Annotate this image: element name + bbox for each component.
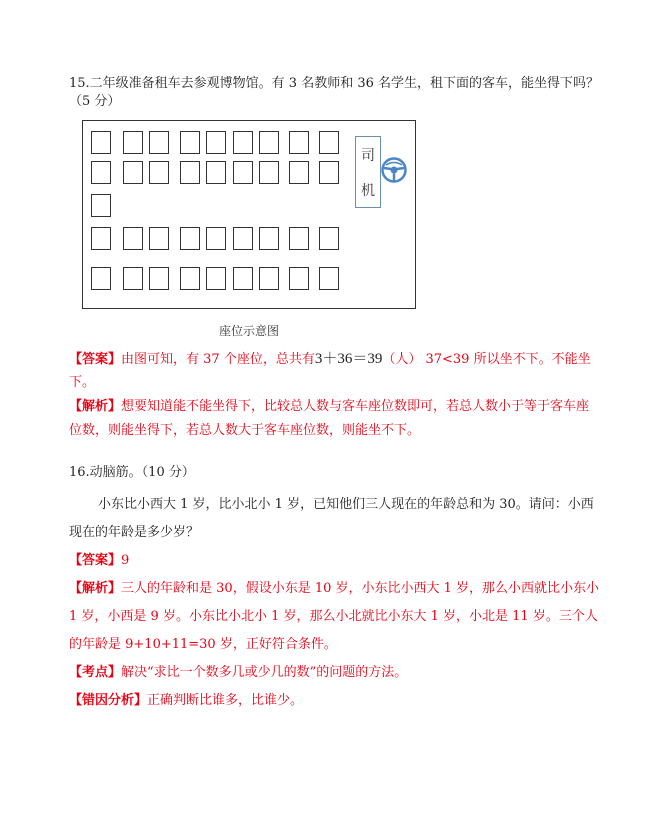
- q16-analysis: [69, 576, 599, 602]
- seat: [319, 267, 339, 290]
- seat: [180, 267, 200, 290]
- seat: [206, 227, 226, 250]
- seat: [91, 161, 111, 184]
- seat: [289, 131, 309, 154]
- q15-question: [69, 75, 599, 93]
- seat: [259, 227, 279, 250]
- answer-value: 9: [121, 553, 130, 568]
- driver-char: 机: [361, 182, 375, 199]
- q15-answer-cont: 下。: [69, 375, 96, 390]
- seat: [180, 161, 200, 184]
- seat: [289, 227, 309, 250]
- point-tag: 【考点】: [69, 665, 122, 680]
- steering-wheel-icon: [381, 157, 407, 183]
- q15-score: （5 分）: [69, 94, 121, 109]
- seat: [123, 227, 143, 250]
- seat: [149, 267, 169, 290]
- seat: [233, 161, 253, 184]
- error-text: 正确判断比谁多，比谁少。: [147, 693, 304, 708]
- seat: [180, 131, 200, 154]
- q16-answer: [69, 548, 129, 574]
- q16-analysis-line3: 的年龄是 9+10+11=30 岁，正好符合条件。: [69, 637, 337, 652]
- analysis-tag: 【解析】: [69, 581, 122, 596]
- seat: [123, 161, 143, 184]
- seat: [149, 131, 169, 154]
- bus-diagram: [82, 120, 416, 309]
- seat: [289, 267, 309, 290]
- seat: [233, 267, 253, 290]
- seat: [91, 267, 111, 290]
- seat: [91, 131, 111, 154]
- seat: [206, 161, 226, 184]
- seat: [123, 131, 143, 154]
- seat: [259, 161, 279, 184]
- driver-seat: [355, 136, 381, 208]
- seat: [259, 131, 279, 154]
- seat: [233, 227, 253, 250]
- q15-analysis-line2: 位数，则能坐得下，若总人数大于客车座位数，则能坐不下。: [69, 423, 421, 438]
- seat: [259, 267, 279, 290]
- seat: [289, 161, 309, 184]
- q15-answer: [69, 346, 591, 373]
- q16-title: 16.动脑筋。（10 分）: [69, 465, 195, 480]
- analysis-line1: 三人的年龄和是 30，假设小东是 10 岁，小东比小西大 1 岁，那么小西就比小东小: [121, 581, 600, 596]
- analysis-tag: 【解析】: [69, 399, 122, 414]
- diagram-caption: 座位示意图: [218, 324, 279, 338]
- seat: [319, 227, 339, 250]
- q16-error: [69, 688, 303, 714]
- seat: [180, 227, 200, 250]
- q15-analysis: [69, 394, 609, 420]
- q15-text: 15.二年级准备租车去参观博物馆。有 3 名教师和 36 名学生，租下面的客车，能坐得下吗？: [69, 76, 600, 91]
- seat: [319, 161, 339, 184]
- seat: [123, 267, 143, 290]
- seat: [319, 131, 339, 154]
- seat: [206, 267, 226, 290]
- q16-point: [69, 660, 407, 686]
- seat: [149, 161, 169, 184]
- answer-pre: 由图可知，有 37 个座位，总共有: [121, 352, 315, 367]
- error-tag: 【错因分析】: [69, 693, 148, 708]
- seat: [149, 227, 169, 250]
- q16-problem-line1: 小东比小西大 1 岁，比小北小 1 岁，已知他们三人现在的年龄总和为 30。请问：小西: [98, 497, 594, 512]
- point-text: 解决“求比一个数多几或少几的数”的问题的方法。: [121, 665, 408, 680]
- seat: [206, 131, 226, 154]
- seat: [91, 194, 111, 217]
- answer-tag: 【答案】: [69, 553, 122, 568]
- q16-analysis-line2: 1 岁，小西是 9 岁。小东比小北小 1 岁，那么小北就比小东大 1 岁，小北是 11 岁。三个人: [69, 609, 598, 624]
- analysis-line1: 想要知道能不能坐得下，比较总人数与客车座位数即可，若总人数小于等于客车座: [121, 399, 590, 414]
- answer-equation: 3＋36＝39: [314, 351, 383, 367]
- answer-tag: 【答案】: [69, 352, 122, 367]
- q16-problem-line2: 现在的年龄是多少岁？: [69, 525, 200, 540]
- answer-post: （人） 37<39 所以坐不下。不能坐: [382, 352, 591, 367]
- seat: [91, 227, 111, 250]
- seat: [233, 131, 253, 154]
- driver-char: 司: [361, 147, 375, 164]
